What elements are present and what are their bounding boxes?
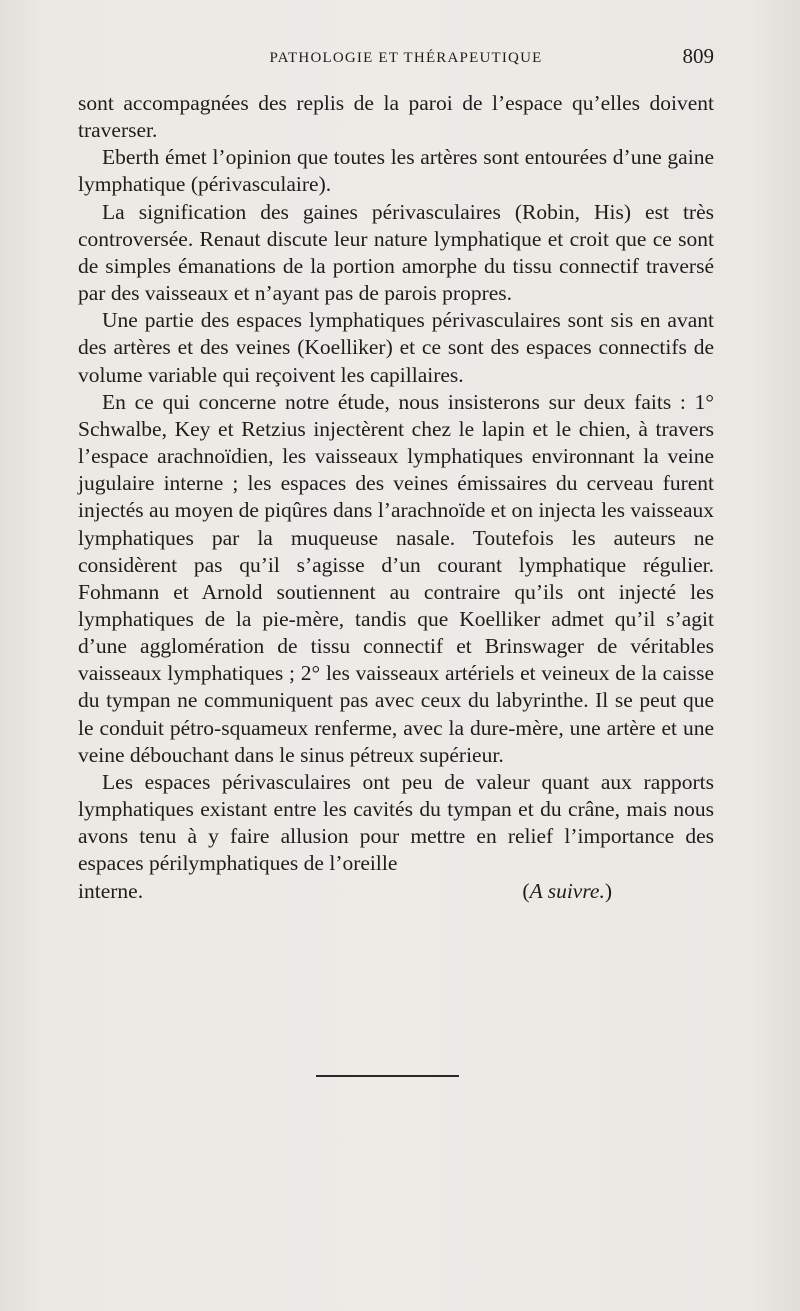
paragraph-2: Eberth émet l’opinion que toutes les artères sont entourées d’une gaine lymphatique (périvasculaire). — [78, 145, 714, 197]
continuation-note — [522, 878, 612, 905]
paragraph-6 — [78, 769, 714, 878]
running-head — [78, 44, 714, 78]
paragraph-6-text: Les espaces périvasculaires ont peu de valeur quant aux rapports lymphatiques existant entre les cavités du tympan et du crâne, mais nous avons tenu à y faire allusion pour mettre en relief l’importance des espaces périlymphatiques de l’oreille — [78, 769, 714, 876]
paragraph-5: En ce qui concerne notre étude, nous insisterons sur deux faits : 1° Schwalbe, Key et Retzius injectèrent chez le lapin et le chien, à travers l’espace arachnoïdien, les vaisseaux lymphatiques environnant la veine jugulaire interne ; les espaces des veines émissaires du cerveau furent injectés au moyen de piqûres dans l’arachnoïde et on injecta les vaisseaux lymphatiques par la muqueuse nasale. Toutefois les auteurs ne considèrent pas qu’il s’agisse d’un courant lymphatique régulier. Fohmann et Arnold soutiennent au contraire qu’ils ont injecté les lymphatiques de la pie-mère, tandis que Koelliker admet qu’il s’agit d’une agglomération de tissu connectif et Brinswager de véritables vaisseaux lymphatiques ; 2° les vaisseaux artériels et veineux de la caisse du tympan ne communiquent pas avec ceux du labyrinthe. Il se peut que le conduit pétro-squameux renferme, avec la dure-mère, une artère et une veine débouchant dans le sinus pétreux supérieur. — [78, 389, 714, 767]
body-text — [78, 90, 714, 905]
last-word: interne. — [78, 878, 144, 903]
page-number: 809 — [682, 44, 714, 68]
paragraph-4: Une partie des espaces lymphatiques périvasculaires sont sis en avant des artères et des veines (Koelliker) et ce sont des espaces connectifs de volume variable qui reçoivent les capillaires. — [78, 308, 714, 387]
paragraph-6-last-line — [78, 878, 714, 905]
continuation-open: ( — [522, 878, 530, 903]
continuation-text: A suivre. — [529, 878, 605, 903]
continuation-close: ) — [604, 878, 612, 903]
end-rule — [316, 1075, 459, 1077]
paragraph-1: sont accompagnées des replis de la paroi de l’espace qu’elles doivent traverser. — [78, 91, 714, 143]
running-title: PATHOLOGIE ET THÉRAPEUTIQUE — [269, 50, 543, 66]
paragraph-3: La signification des gaines périvasculaires (Robin, His) est très controversée. Renaut discute leur nature lymphatique et croit que ce sont de simples émanations de la portion amorphe du tissu connectif traversé par des vaisseaux et n’ayant pas de parois propres. — [78, 199, 714, 306]
